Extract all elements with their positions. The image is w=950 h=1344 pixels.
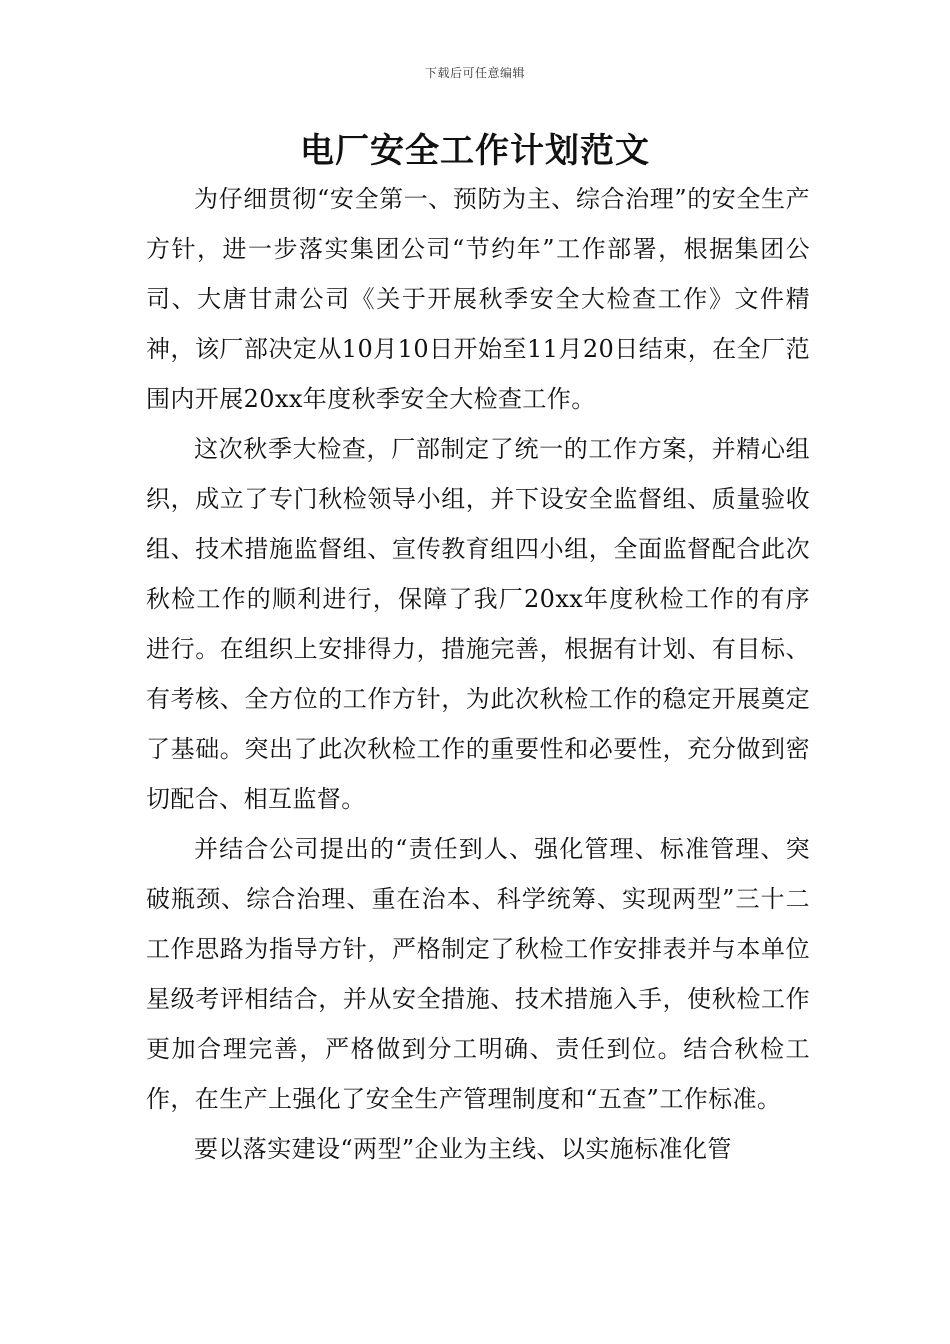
- paragraph-2: 这次秋季大检查，厂部制定了统一的工作方案，并精心组织，成立了专门秋检领导小组，并下设安全监督组、质量验收组、技术措施监督组、宣传教育组四小组，全面监督配合此次秋检工作的顺利进行，保障了我厂20xx年度秋检工作的有序进行。在组织上安排得力，措施完善，根据有计划、有目标、有考核、全方位的工作方针，为此次秋检工作的稳定开展奠定了基础。突出了此次秋检工作的重要性和必要性，充分做到密切配合、相互监督。: [146, 435, 810, 813]
- paragraph-1: 为仔细贯彻“安全第一、预防为主、综合治理”的安全生产方针，进一步落实集团公司“节约年”工作部署，根据集团公司、大唐甘肃公司《关于开展秋季安全大检查工作》文件精神，该厂部决定从10月10日开始至11月20日结束，在全厂范围内开展20xx年度秋季安全大检查工作。: [146, 185, 810, 413]
- paragraph-3: 并结合公司提出的“责任到人、强化管理、标准管理、突破瓶颈、综合治理、重在治本、科学统筹、实现两型”三十二工作思路为指导方针，严格制定了秋检工作安排表并与本单位星级考评相结合，并从安全措施、技术措施入手，使秋检工作更加合理完善，严格做到分工明确、责任到位。结合秋检工作，在生产上强化了安全生产管理制度和“五查”工作标准。: [146, 835, 810, 1113]
- header-note: 下载后可任意编辑: [424, 66, 525, 80]
- document-body: [146, 174, 810, 1174]
- document-title: 电厂安全工作计划范文: [300, 131, 650, 171]
- paragraph-4: 要以落实建设“两型”企业为主线、以实施标准化管: [194, 1135, 732, 1163]
